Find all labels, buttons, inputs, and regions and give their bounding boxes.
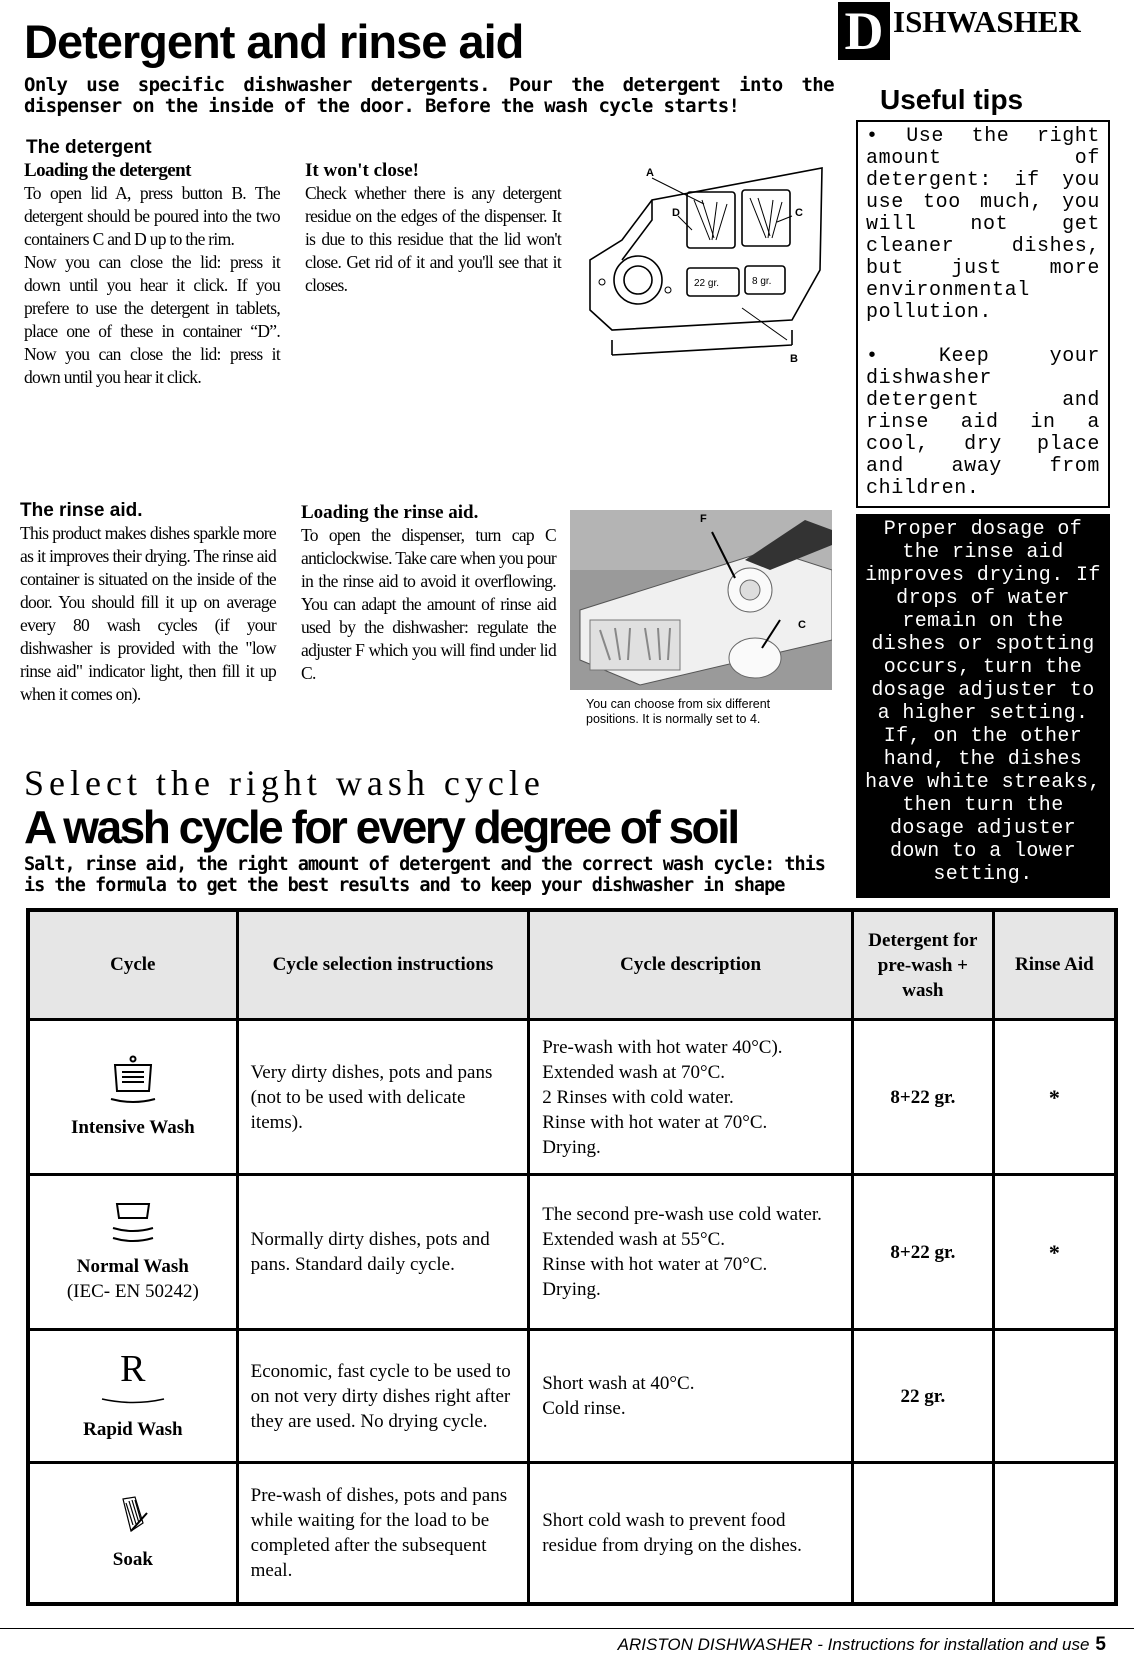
rapid-wash-icon-base bbox=[98, 1396, 168, 1406]
footer bbox=[618, 1634, 1106, 1656]
rinse-figure-label-c: C bbox=[798, 619, 806, 631]
tip-item: • Use the right amount of detergent: if you use too much, you will not get cleaner dishes, but just more environmental pollution. bbox=[866, 125, 1100, 324]
figure-label-c: C bbox=[795, 207, 803, 219]
loading-detergent-text: To open lid A, press button B. The detergent should be poured into the two containers C and D up to the rim. Now you can close the lid: press it down until you hear it click. If you prefere to use the detergent in tablets, place one of these in container “D”. Now you can close the lid: press it down until you hear it click. bbox=[24, 183, 280, 387]
cycle-name: Rapid Wash bbox=[83, 1419, 183, 1440]
rinse-aid-cell: * bbox=[993, 1175, 1116, 1330]
rinse-figure-label-f: F bbox=[700, 513, 707, 525]
instructions-cell: Normally dirty dishes, pots and pans. Standard daily cycle. bbox=[237, 1175, 529, 1330]
column-header: Cycle bbox=[28, 910, 237, 1020]
wash-cycle-table bbox=[26, 908, 1118, 1606]
column-header: Cycle selection instructions bbox=[237, 910, 529, 1020]
detergent-cell: 8+22 gr. bbox=[853, 1020, 994, 1175]
figure-amount-22: 22 gr. bbox=[694, 278, 720, 289]
cycle-cell bbox=[28, 1463, 237, 1604]
description-cell: Pre-wash with hot water 40°C). Extended wash at 70°C. 2 Rinses with cold water. Rinse with hot water at 70°C. Drying. bbox=[529, 1020, 853, 1175]
detergent-cell: 22 gr. bbox=[853, 1330, 994, 1463]
rinse-aid-block bbox=[20, 500, 276, 706]
description-cell: Short cold wash to prevent food residue from drying on the dishes. bbox=[529, 1463, 853, 1604]
figure-label-a: A bbox=[646, 167, 654, 179]
cycle-subheading: Salt, rinse aid, the right amount of detergent and the correct wash cycle: this is the formula to get the best results and to keep your dishwasher in shape bbox=[24, 854, 825, 896]
cycle-cell bbox=[28, 1330, 237, 1463]
loading-detergent-title: Loading the detergent bbox=[24, 160, 191, 181]
table-row bbox=[28, 1175, 1116, 1330]
figure-label-b: B bbox=[790, 353, 798, 365]
rinse-aid-cell bbox=[993, 1330, 1116, 1463]
figure-label-d: D bbox=[672, 207, 680, 219]
figure-amount-8: 8 gr. bbox=[752, 276, 772, 287]
page-title: Detergent and rinse aid bbox=[24, 15, 524, 68]
detergent-heading: The detergent bbox=[26, 137, 152, 158]
rapid-wash-icon bbox=[98, 1350, 168, 1413]
rinse-aid-cell: * bbox=[993, 1020, 1116, 1175]
table-header-row bbox=[28, 910, 1116, 1020]
description-cell: Short wash at 40°C. Cold rinse. bbox=[529, 1330, 853, 1463]
wont-close-block bbox=[305, 160, 561, 297]
brand-text: ISHWASHER bbox=[893, 4, 1081, 39]
footer-divider bbox=[0, 1628, 1134, 1629]
useful-tips-box bbox=[856, 120, 1110, 508]
cycle-cell bbox=[28, 1020, 237, 1175]
normal-wash-icon bbox=[107, 1200, 159, 1244]
loading-rinse-text: To open the dispenser, turn cap C anticlockwise. Take care when you pour in the rinse aid to avoid it overflowing. You can adapt the amount of rinse aid used by the dishwasher: regulate the adjuster F which you will find under lid C. bbox=[301, 525, 556, 683]
column-header: Detergent for pre-wash + wash bbox=[853, 910, 994, 1020]
loading-detergent-block bbox=[24, 160, 280, 389]
table-row bbox=[28, 1020, 1116, 1175]
wont-close-title: It won't close! bbox=[305, 160, 419, 181]
intro-text: Only use specific dishwasher detergents. Pour the detergent into the dispenser on the inside of the door. Before the wash cycle starts! bbox=[24, 74, 834, 117]
table-row bbox=[28, 1463, 1116, 1604]
tip-item: • Keep your dishwasher detergent and rinse aid in a cool, dry place and away from children. bbox=[866, 345, 1100, 500]
instructions-cell: Economic, fast cycle to be used to on not very dirty dishes right after they are used. No drying cycle. bbox=[237, 1330, 529, 1463]
description-cell: The second pre-wash use cold water. Extended wash at 55°C. Rinse with hot water at 70°C. Drying. bbox=[529, 1175, 853, 1330]
column-header: Cycle description bbox=[529, 910, 853, 1020]
rinse-figure-caption: You can choose from six different positions. It is normally set to 4. bbox=[586, 697, 771, 726]
table-row bbox=[28, 1330, 1116, 1463]
loading-rinse-block bbox=[301, 502, 556, 685]
wont-close-text: Check whether there is any detergent residue on the edges of the dispenser. It is due to this residue that the lid won't close. Get rid of it and you'll see that it closes. bbox=[305, 183, 561, 295]
column-header: Rinse Aid bbox=[993, 910, 1116, 1020]
cycle-name: Intensive Wash bbox=[70, 1116, 195, 1138]
soak-icon bbox=[113, 1493, 153, 1537]
cycle-cell bbox=[28, 1175, 237, 1330]
footer-text: ARISTON DISHWASHER - Instructions for installation and use bbox=[617, 1635, 1090, 1654]
cycle-standard: (IEC- EN 50242) bbox=[66, 1281, 199, 1302]
detergent-cell bbox=[853, 1463, 994, 1604]
rinse-aid-text: This product makes dishes sparkle more as it improves their drying. The rinse aid container is situated on the inside of the door. You should fill it up on average every 80 wash cycles (if your dishwasher is provided with the "low rinse aid" indicator light, then fill it up when it comes on). bbox=[20, 523, 276, 704]
instructions-cell: Pre-wash of dishes, pots and pans while waiting for the load to be completed after the subsequent meal. bbox=[237, 1463, 529, 1604]
useful-tips-heading: Useful tips bbox=[880, 84, 1024, 115]
intensive-wash-icon bbox=[107, 1055, 159, 1105]
rinse-dosage-note: Proper dosage of the rinse aid improves drying. If drops of water remain on the dishes or spotting occurs, turn the dosage adjuster to a higher setting. If, on the other hand, the dishes have white streaks, then turn the dosage adjuster down to a lower setting. bbox=[856, 514, 1110, 898]
rinse-aid-figure bbox=[570, 510, 832, 690]
detergent-dispenser-figure bbox=[582, 160, 840, 370]
rinse-aid-heading: The rinse aid. bbox=[20, 500, 143, 521]
cycle-main-heading: A wash cycle for every degree of soil bbox=[24, 801, 738, 853]
cycle-name: Normal Wash bbox=[76, 1256, 189, 1277]
detergent-cell: 8+22 gr. bbox=[853, 1175, 994, 1330]
page-number: 5 bbox=[1095, 1634, 1106, 1655]
rapid-wash-icon-letter: R bbox=[120, 1348, 146, 1390]
rinse-aid-cell bbox=[993, 1463, 1116, 1604]
cycle-name: Soak bbox=[112, 1549, 153, 1571]
brand-letter: D bbox=[838, 2, 890, 60]
loading-rinse-title: Loading the rinse aid. bbox=[301, 502, 479, 523]
select-cycle-heading: Select the right wash cycle bbox=[24, 763, 545, 803]
instructions-cell: Very dirty dishes, pots and pans (not to be used with delicate items). bbox=[237, 1020, 529, 1175]
